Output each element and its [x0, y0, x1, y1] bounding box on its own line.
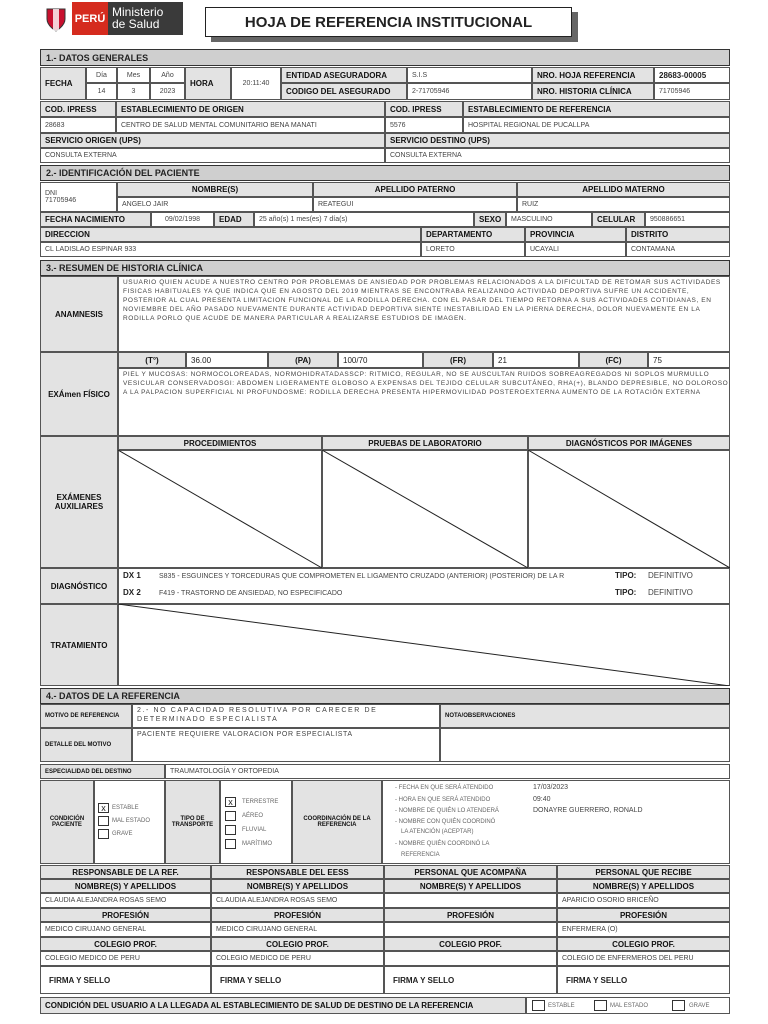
- resp-head-3: PERSONAL QUE ACOMPAÑA: [384, 865, 557, 879]
- cond-grave-label: GRAVE: [112, 831, 133, 837]
- entidad-label: ENTIDAD ASEGURADORA: [281, 67, 407, 83]
- section-2-title: 2.- IDENTIFICACIÓN DEL PACIENTE: [40, 165, 730, 181]
- nombres-head-1: NOMBRE(S) Y APELLIDOS: [40, 879, 211, 893]
- coord-line-2: - HORA EN QUE SERÁ ATENDIDO: [395, 797, 491, 803]
- dni-cell: [40, 182, 117, 212]
- cod-ipress-origen: 28683: [40, 117, 116, 133]
- nota-label: NOTA/OBSERVACIONES: [440, 704, 730, 728]
- esp-label: ESPECIALIDAD DEL DESTINO: [40, 764, 165, 779]
- section-1-title: 1.- DATOS GENERALES: [40, 49, 730, 66]
- cod-ipress-destino: 5576: [385, 117, 463, 133]
- ap-materno-label: APELLIDO MATERNO: [517, 182, 730, 197]
- prof-head-1: PROFESIÓN: [40, 908, 211, 922]
- footer-estable-checkbox[interactable]: [532, 1000, 545, 1011]
- nro-ref-value: 28683-00005: [654, 67, 730, 83]
- ap-paterno-value: REATEGUI: [313, 197, 517, 212]
- nombre-1: CLAUDIA ALEJANDRA ROSAS SEMO: [40, 893, 211, 908]
- dist-label: DISTRITO: [626, 227, 730, 242]
- aux-blank-area: [118, 450, 730, 568]
- dx1-value: S835 - ESGUINCES Y TORCEDURAS QUE COMPROMETEN EL LIGAMENTO CRUZADO (ANTERIOR) (POSTERIOR) DE LA R: [159, 573, 565, 580]
- origen-label: ESTABLECIMIENTO DE ORIGEN: [116, 101, 385, 117]
- cond-estable-label: ESTABLE: [112, 805, 139, 811]
- proc-label: PROCEDIMIENTOS: [118, 436, 322, 450]
- minsa-logo: [40, 2, 183, 35]
- coord-line-6: - NOMBRE QUIÉN COORDINÓ LA: [395, 841, 490, 847]
- dia-label: Día: [86, 67, 117, 83]
- coord-line-4: - NOMBRE CON QUIÉN COORDINÓ: [395, 819, 496, 825]
- coord-line-1: - FECHA EN QUE SERÁ ATENDIDO: [395, 785, 494, 791]
- direccion-label: DIRECCION: [40, 227, 421, 242]
- section-4-title: 4.- DATOS DE LA REFERENCIA: [40, 688, 730, 704]
- col-head-2: COLEGIO PROF.: [211, 937, 384, 951]
- prof-head-4: PROFESIÓN: [557, 908, 730, 922]
- prof-4: ENFERMERA (O): [557, 922, 730, 937]
- examen-text: PIEL Y MUCOSAS: NORMOCOLOREADAS, NORMOHIDRATADASSCP: RITMICO, REGULAR, NO SE AUSCULTAN RUIDOS SOBREAGREGADOS NI SOPLOS MURMULLO VESICULAR CONSERVADOSGI: ABDOMEN LIGERAMENTE GLOBOSO A EXPENSAS DEL TEJIDO CELULAR SUBCUTÁNEO, RHA(+), BLANDO DEPRESIBLE, NO DOLOROSO A LA PALPACION SUPERFICIAL NI PROFUNDOSME: RODILLA DERECHA PRESENTA HIPERMOVILIDAD POSTEROEXTERNA AUMENTO DE LA ROTACIÓN EXTERNA: [118, 368, 730, 436]
- nombres-head-3: NOMBRE(S) Y APELLIDOS: [384, 879, 557, 893]
- logo-country: PERÚ: [72, 2, 108, 35]
- section-3-title: 3.- RESUMEN DE HISTORIA CLÍNICA: [40, 260, 730, 276]
- fr-value: 21: [493, 352, 579, 368]
- coord-line-7: REFERENCIA: [401, 852, 440, 858]
- footer-mal-estado-label: MAL ESTADO: [610, 1003, 649, 1009]
- hora-value: 20:11:40: [231, 67, 281, 100]
- dist-value: CONTAMANA: [626, 242, 730, 257]
- transp-fluvial-label: FLUVIAL: [242, 827, 267, 833]
- hora-label: HORA: [185, 67, 231, 100]
- prof-2: MEDICO CIRUJANO GENERAL: [211, 922, 384, 937]
- transp-aereo-label: AÉREO: [242, 813, 264, 819]
- aux-label: [40, 436, 118, 568]
- cond-label-1: CONDICIÓN: [49, 816, 85, 822]
- mes-value: 3: [117, 83, 150, 100]
- dia-value: 14: [86, 83, 117, 100]
- diag-box: [118, 568, 730, 604]
- nombre-2: CLAUDIA ALEJANDRA ROSAS SEMO: [211, 893, 384, 908]
- serv-destino-label: SERVICIO DESTINO (UPS): [385, 133, 730, 148]
- col-head-4: COLEGIO PROF.: [557, 937, 730, 951]
- nro-ref-label: NRO. HOJA REFERENCIA: [532, 67, 654, 83]
- detalle-value: PACIENTE REQUIERE VALORACION POR ESPECIALISTA: [132, 728, 440, 762]
- nombre-4: APARICIO OSORIO BRICEÑO: [557, 893, 730, 908]
- ap-materno-value: RUIZ: [517, 197, 730, 212]
- tipo1-value: DEFINITIVO: [648, 571, 693, 580]
- esp-value: TRAUMATOLOGÍA Y ORTOPEDIA: [165, 764, 730, 779]
- col-head-1: COLEGIO PROF.: [40, 937, 211, 951]
- transp-label: [165, 780, 220, 864]
- coord-label-1: COORDINACIÓN DE LA: [303, 816, 371, 822]
- direccion-value: CL LADISLAO ESPINAR 933: [40, 242, 421, 257]
- dx1-label: DX 1: [123, 571, 141, 580]
- sexo-value: MASCULINO: [506, 212, 592, 227]
- col-3: [384, 951, 557, 966]
- nombres-head-2: NOMBRE(S) Y APELLIDOS: [211, 879, 384, 893]
- firma-4: FIRMA Y SELLO: [557, 966, 730, 994]
- col-4: COLEGIO DE ENFERMEROS DEL PERU: [557, 951, 730, 966]
- transp-aereo-checkbox[interactable]: [225, 811, 236, 821]
- codigo-label: CODIGO DEL ASEGURADO: [281, 83, 407, 100]
- dx2-value: F419 - TRASTORNO DE ANSIEDAD, NO ESPECIFICADO: [159, 590, 343, 597]
- t-label: (T°): [118, 352, 186, 368]
- footer-estable-label: ESTABLE: [548, 1003, 575, 1009]
- transp-label-2: TRANSPORTE: [171, 822, 214, 828]
- depto-label: DEPARTAMENTO: [421, 227, 525, 242]
- fnac-value: 09/02/1998: [151, 212, 214, 227]
- fc-label: (FC): [579, 352, 648, 368]
- nombres-head-4: NOMBRE(S) Y APELLIDOS: [557, 879, 730, 893]
- nro-hc-label: NRO. HISTORIA CLÍNICA: [532, 83, 654, 100]
- col-head-3: COLEGIO PROF.: [384, 937, 557, 951]
- sexo-label: SEXO: [474, 212, 506, 227]
- tipo1-label: TIPO:: [615, 571, 637, 580]
- coord-nombre: DONAYRE GUERRERO, RONALD: [533, 807, 643, 814]
- nombre-3: [384, 893, 557, 908]
- tipo2-value: DEFINITIVO: [648, 588, 693, 597]
- cond-mal-estado-checkbox[interactable]: [98, 816, 109, 826]
- pa-value: 100/70: [338, 352, 423, 368]
- t-value: 36.00: [186, 352, 268, 368]
- logo-ministry-2: de Salud: [112, 17, 160, 31]
- col-1: COLEGIO MEDICO DE PERU: [40, 951, 211, 966]
- coord-label-2: REFERENCIA: [317, 822, 357, 828]
- footer-grave-checkbox[interactable]: [672, 1000, 685, 1011]
- anio-label: Año: [150, 67, 185, 83]
- coord-line-5: LA ATENCIÓN (ACEPTAR): [401, 829, 474, 835]
- fnac-label: FECHA NACIMIENTO: [40, 212, 151, 227]
- serv-origen-label: SERVICIO ORIGEN (UPS): [40, 133, 385, 148]
- transp-maritimo-label: MARÍTIMO: [242, 841, 272, 847]
- anamnesis-label: ANAMNESIS: [40, 276, 118, 352]
- transp-terrestre-checkbox[interactable]: x: [225, 797, 236, 807]
- coord-line-3: - NOMBRE DE QUIÉN LO ATENDERÁ: [395, 808, 499, 814]
- transp-maritimo-checkbox[interactable]: [225, 839, 236, 849]
- logo-ministry-1: Ministerio: [112, 5, 164, 19]
- img-label: DIAGNÓSTICOS POR IMÁGENES: [528, 436, 730, 450]
- dni-value: 71705946: [45, 197, 77, 204]
- dx2-label: DX 2: [123, 588, 141, 597]
- destino-value: HOSPITAL REGIONAL DE PUCALLPA: [463, 117, 730, 133]
- cod-ipress-origen-label: COD. IPRESS: [40, 101, 116, 117]
- cond-grave-checkbox[interactable]: [98, 829, 109, 839]
- prof-head-2: PROFESIÓN: [211, 908, 384, 922]
- nombres-label: NOMBRE(S): [117, 182, 313, 197]
- cond-label: [40, 780, 94, 864]
- trat-label: TRATAMIENTO: [40, 604, 118, 686]
- prov-value: UCAYALI: [525, 242, 626, 257]
- entidad-value: S.I.S: [407, 67, 532, 83]
- firma-2: FIRMA Y SELLO: [211, 966, 384, 994]
- destino-label: ESTABLECIMIENTO DE REFERENCIA: [463, 101, 730, 117]
- prof-1: MEDICO CIRUJANO GENERAL: [40, 922, 211, 937]
- cond-label-2: PACIENTE: [52, 822, 82, 828]
- peru-shield-icon: [40, 2, 72, 35]
- anio-value: 2023: [150, 83, 185, 100]
- serv-origen-value: CONSULTA EXTERNA: [40, 148, 385, 163]
- fr-label: (FR): [423, 352, 493, 368]
- prov-label: PROVINCIA: [525, 227, 626, 242]
- fc-value: 75: [648, 352, 730, 368]
- lab-label: PRUEBAS DE LABORATORIO: [322, 436, 528, 450]
- examen-label: EXÁmen FÍSICO: [40, 352, 118, 436]
- resp-head-2: RESPONSABLE DEL EESS: [211, 865, 384, 879]
- ap-paterno-label: APELLIDO PATERNO: [313, 182, 517, 197]
- page-title: HOJA DE REFERENCIA INSTITUCIONAL: [205, 7, 572, 37]
- aux-label-2: AUXILIARES: [54, 502, 104, 511]
- coord-label: [292, 780, 382, 864]
- dni-label: DNI: [45, 190, 58, 197]
- transp-options: [220, 780, 292, 864]
- nombres-value: ANGELO JAIR: [117, 197, 313, 212]
- celular-value: 950886651: [645, 212, 730, 227]
- nota-value: [440, 728, 730, 762]
- coord-hora: 09:40: [533, 796, 551, 803]
- col-2: COLEGIO MEDICO DE PERU: [211, 951, 384, 966]
- celular-label: CELULAR: [592, 212, 645, 227]
- motivo-label: MOTIVO DE REFERENCIA: [40, 704, 132, 728]
- depto-value: LORETO: [421, 242, 525, 257]
- diag-label: DIAGNÓSTICO: [40, 568, 118, 604]
- nro-hc-value: 71705946: [654, 83, 730, 100]
- prof-head-3: PROFESIÓN: [384, 908, 557, 922]
- footer-label: CONDICIÓN DEL USUARIO A LA LLEGADA AL ESTABLECIMIENTO DE SALUD DE DESTINO DE LA REFERENCIA: [40, 997, 526, 1014]
- codigo-value: 2-71705946: [407, 83, 532, 100]
- tipo2-label: TIPO:: [615, 588, 637, 597]
- aux-label-1: EXÁMENES: [56, 493, 102, 502]
- firma-3: FIRMA Y SELLO: [384, 966, 557, 994]
- trat-blank-area: [118, 604, 730, 686]
- footer-mal-estado-checkbox[interactable]: [594, 1000, 607, 1011]
- footer-grave-label: GRAVE: [689, 1003, 710, 1009]
- motivo-value: 2.- NO CAPACIDAD RESOLUTIVA POR CARECER DE DETERMINADO ESPECIALISTA: [132, 704, 440, 728]
- cond-estable-checkbox[interactable]: x: [98, 803, 109, 813]
- serv-destino-value: CONSULTA EXTERNA: [385, 148, 730, 163]
- edad-label: EDAD: [214, 212, 254, 227]
- detalle-label: DETALLE DEL MOTIVO: [40, 728, 132, 762]
- prof-3: [384, 922, 557, 937]
- mes-label: Mes: [117, 67, 150, 83]
- edad-value: 25 año(s) 1 mes(es) 7 día(s): [254, 212, 474, 227]
- cod-ipress-destino-label: COD. IPRESS: [385, 101, 463, 117]
- cond-mal-estado-label: MAL ESTADO: [112, 818, 151, 824]
- transp-terrestre-label: TERRESTRE: [242, 799, 279, 805]
- fecha-label: FECHA: [40, 67, 86, 100]
- transp-fluvial-checkbox[interactable]: [225, 825, 236, 835]
- transp-label-1: TIPO DE: [180, 816, 205, 822]
- origen-value: CENTRO DE SALUD MENTAL COMUNITARIO BENA MANATI: [116, 117, 385, 133]
- resp-head-4: PERSONAL QUE RECIBE: [557, 865, 730, 879]
- resp-head-1: RESPONSABLE DE LA REF.: [40, 865, 211, 879]
- coord-fecha: 17/03/2023: [533, 784, 569, 791]
- pa-label: (PA): [268, 352, 338, 368]
- anamnesis-text: USUARIO QUIEN ACUDE A NUESTRO CENTRO POR PROBLEMAS DE ANSIEDAD POR PROBLEMAS RELACIONADOS A LA DIFICULTAD DE RETOMAR SUS ACTIVIDADES FISICAS HABITUALES YA QUE INDICA QUE EN AGOSTO DEL 2019 MIENTRAS SE ENCONTRABA REALIZANDO ACTIVIDAD DEPORTIVA SUFRE UN ACCIDENTE, POSTERIOR AL CUAL PRESENTA LIMITACION FUNCIONAL DE LA RODILLA DERECHA. CON EL PASAR DEL TIEMPO RETORNA A SUS ACTIVIDADES COTIDIANAS, EN NOVIEMBRE DEL AÑO PASADO NUEVAMENTE DURANTE ACTIVIDAD DEPORTIVA SIENTE INESTABILIDAD EN LA PIERNA DERECHA, DOLOR NUEVAMENTE EN LA RODILLA PORLO QUE ACUDE DE MANERA PARTICULAR A REALIZARSE ESTUDIOS DE IMAGEN.: [118, 276, 730, 352]
- firma-1: FIRMA Y SELLO: [40, 966, 211, 994]
